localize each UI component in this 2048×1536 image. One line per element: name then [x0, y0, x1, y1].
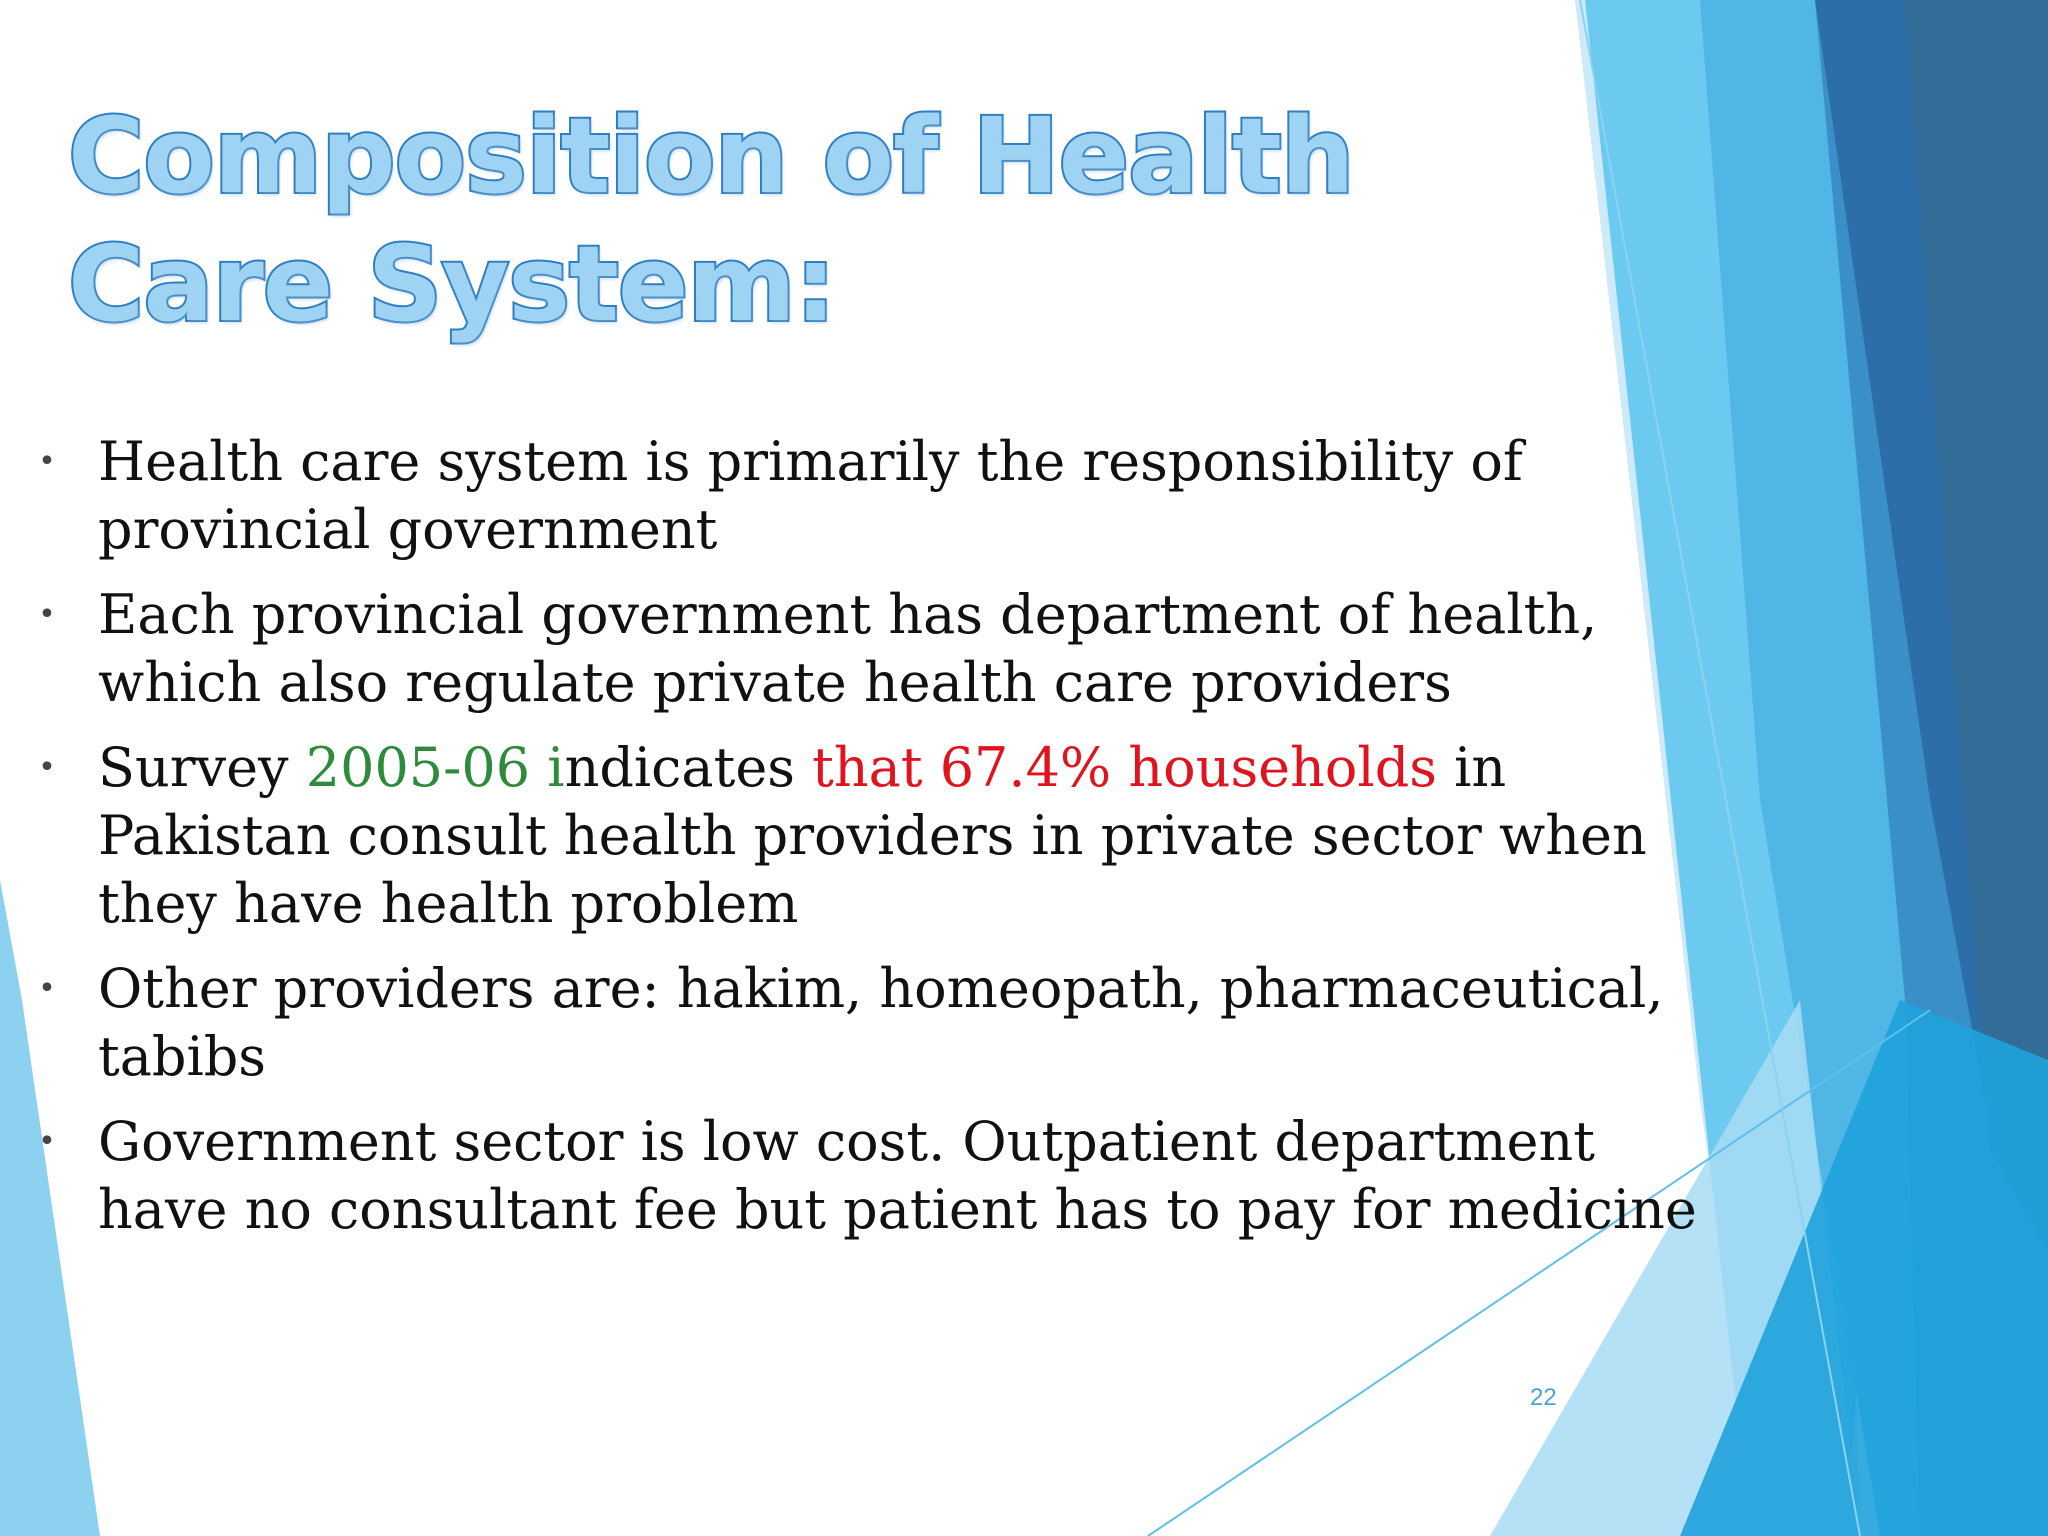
bullet-text-segment: that 67.4% households [812, 736, 1437, 799]
bullet-dot-icon: • [38, 1124, 56, 1159]
bullet-text-segment: Each provincial government has department of health, which also regulate private health care providers [98, 583, 1598, 714]
bullet-text-segment: Survey [98, 736, 306, 799]
bullet-item [36, 428, 1716, 564]
bullet-dot-icon: • [38, 597, 56, 632]
bullet-dot-icon: • [38, 750, 56, 785]
bullet-text-segment: Government sector is low cost. Outpatient department have no consultant fee but patient has to pay for medicine [98, 1110, 1697, 1241]
bullet-text-segment: Other providers are: hakim, homeopath, pharmaceutical, tabibs [98, 957, 1664, 1088]
bullet-dot-icon: • [38, 444, 56, 479]
bullet-item [36, 1108, 1716, 1244]
page-number: 22 [1530, 1384, 1557, 1411]
bullet-text-segment: Health care system is primarily the responsibility of provincial government [98, 430, 1523, 561]
slide-title: Composition of Health Care System: [68, 95, 1354, 345]
bullet-list [36, 428, 1716, 1261]
bullet-text-segment: ndicates [564, 736, 813, 799]
bullet-item [36, 581, 1716, 717]
bullet-item [36, 955, 1716, 1091]
bullet-text-segment: 2005-06 i [305, 736, 565, 799]
bullet-item [36, 734, 1716, 938]
bullet-text-segment: in Pakistan consult health providers in private sector when they have health problem [98, 736, 1647, 935]
bullet-dot-icon: • [38, 971, 56, 1006]
